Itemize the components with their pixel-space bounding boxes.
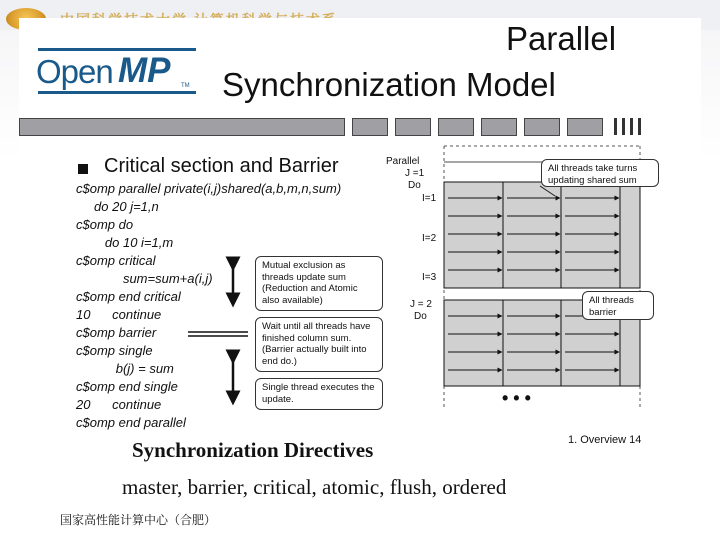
diagram-do2-label: Do [414, 311, 427, 322]
code-line: c$omp end single [76, 379, 178, 394]
title-line-1: Parallel [506, 20, 617, 57]
callout-mutual-exclusion: Mutual exclusion as threads update sum (Reduction and Atomic also available) [255, 256, 383, 311]
code-line: c$omp do [76, 217, 134, 232]
code-line: c$omp end critical [76, 289, 181, 304]
logo-open-text: Open [36, 53, 113, 90]
code-line: do 20 j=1,n [76, 199, 159, 214]
code-line: 20 continue [76, 397, 162, 412]
callout-barrier-wait: Wait until all threads have finished column sum.(Barrier actually built into end do.) [255, 317, 383, 372]
diagram-j1-label: J =1 [405, 168, 425, 179]
slide-number-label: 1. Overview 14 [568, 434, 642, 446]
callout-all-barrier: All threads barrier [582, 291, 654, 320]
code-line: c$omp barrier [76, 325, 157, 340]
section-heading: Critical section and Barrier [104, 155, 339, 177]
footer-center-name: 国家高性能计算中心（合肥） [60, 513, 217, 527]
logo-mp-text: MP [118, 51, 171, 90]
logo-tm-text: TM [181, 83, 190, 89]
sync-directives-list: master, barrier, critical, atomic, flush, ordered [122, 475, 507, 499]
diagram-do1-label: Do [408, 180, 421, 191]
diagram-continuation-dots: • • • [502, 388, 531, 408]
code-line: 10 continue [76, 307, 162, 322]
code-line: do 10 i=1,m [76, 235, 174, 250]
sync-directives-title: Synchronization Directives [132, 438, 374, 462]
diagram-parallel-label: Parallel [386, 156, 420, 167]
diagram-j2-label: J = 2 [410, 299, 432, 310]
diagram-i2-label: I=2 [422, 233, 437, 244]
callout-single: Single thread executes the update. [255, 378, 383, 410]
code-line: c$omp critical [76, 253, 156, 268]
code-line: sum=sum+a(i,j) [76, 271, 213, 286]
diagram-i3-label: I=3 [422, 272, 437, 283]
title-line-2: Synchronization Model [222, 66, 556, 103]
callout-take-turns: All threads take turns updating shared sum [541, 159, 659, 187]
code-line: c$omp end parallel [76, 415, 186, 430]
diagram-i1-label: I=1 [422, 193, 437, 204]
code-line: b(j) = sum [76, 361, 174, 376]
code-line: c$omp single [76, 343, 153, 358]
code-line: c$omp parallel private(i,j)shared(a,b,m,n,sum) [76, 181, 342, 196]
